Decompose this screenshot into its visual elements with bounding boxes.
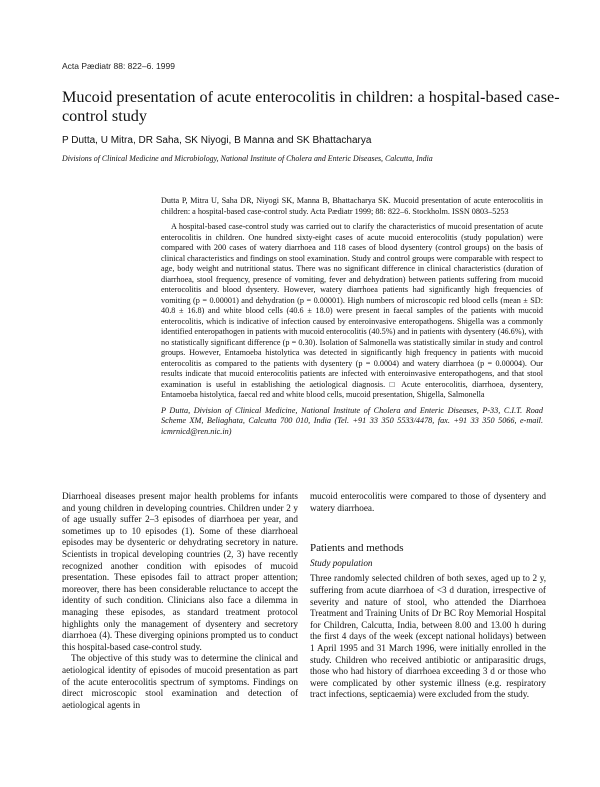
methods-paragraph-1: Three randomly selected children of both sexes, aged up to 2 y, suffering from acute diarrhoea of <3 d duration, irrespective of severity and nature of stool, who attended the Diarrhoea Treatment and Training Units of Dr BC Roy Memorial Hospital for Children, Calcutta, India, between 8.00 and 13.00 h during the first 4 days of the week (except national holidays) between 1 April 1995 and 31 March 1996, were initially enrolled in the study. Children who received antibiotic or antiparasitic drugs, those who had history of diarrhoea exceeding 3 d or those who were complicated by other systemic illness (e.g. respiratory tract infections, septicaemia) were excluded from the study.: [310, 573, 546, 700]
intro-paragraph-2: The objective of this study was to determine the clinical and aetiological identity of episodes of mucoid presentation as part of the acute enterocolitis spectrum of symptoms. Findings on direct microscopic stool examination and detection of aetiological agents in: [62, 653, 298, 710]
intro-continuation: mucoid enterocolitis were compared to those of dysentery and watery diarrhoea.: [310, 491, 546, 513]
affiliation: Divisions of Clinical Medicine and Microbiology, National Institute of Cholera and Enteric Diseases, Calcutta, India: [62, 154, 433, 163]
abstract-block: [161, 196, 543, 442]
abstract-text: A hospital-based case-control study was carried out to clarify the characteristics of mucoid presentation of acute enterocolitis in children. One hundred sixty-eight cases of acute mucoid enterocolitis (study population) were compared with 200 cases of watery diarrhoea and 118 cases of blood dysentery (control groups) on the basis of clinical characteristics and findings on stool examination. Study and control groups were comparable with respect to age, body weight and nutritional status. There was no significant difference in clinical characteristics (duration of diarrhoea, stool frequency, presence of vomiting, fever and dehydration) between patients suffering from mucoid enterocolitis and blood dysentery. However, watery diarrhoea patients had significantly high frequencies of vomiting (p = 0.00001) and dehydration (p = 0.00001). High numbers of microscopic red blood cells (mean ± SD: 40.8 ± 16.8) and white blood cells (40.6 ± 18.0) were present in faecal samples of the patients with mucoid enterocolitis, which is indicative of infection caused by enteroinvasive enteropathogens. Shigella was a commonly identified enteropathogen in patients with mucoid enterocolitis (40.5%) and in patients with dysentery (46.6%), with no statistically significant difference (p = 0.30). Isolation of Salmonella was statistically similar in study and control groups. However, Entamoeba histolytica was detected in significantly high frequency in patients with mucoid enterocolitis as compared to the patients with dysentery (p = 0.0004) and watery diarrhoea (p = 0.00004). Our results indicate that mucoid enterocolitis patients are infected with enteroinvasive enteropathogens, and that stool examination is useful in establishing the aetiological diagnosis. □ Acute enterocolitis, diarrhoea, dysentery, Entamoeba histolytica, faecal red and white blood cells, mucoid presentation, Shigella, Salmonella: [161, 222, 543, 399]
subsection-heading: Study population: [310, 557, 373, 568]
left-column: [62, 491, 298, 711]
correspondence-address: P Dutta, Division of Clinical Medicine, National Institute of Cholera and Enteric Diseases, P-33, C.I.T. Road Scheme XM, Beliaghata, Calcutta 700 010, India (Tel. +91 33 350 5533/4478, fax. +91 33 350 5066, e-mail. icmrnicd@ren.nic.in): [161, 405, 543, 436]
journal-citation-line: Acta Pædiatr 88: 822–6. 1999: [62, 61, 175, 71]
author-list: P Dutta, U Mitra, DR Saha, SK Niyogi, B Manna and SK Bhattacharya: [62, 135, 372, 146]
intro-paragraph-1: Diarrhoeal diseases present major health problems for infants and young children in developing countries. Children under 2 y of age usually suffer 2–3 episodes of diarrhoea per year, and sometimes up to 10 episodes (1). Some of these diarrhoeal episodes may be dysenteric or dehydrating secretory in nature. Scientists in tropical developing countries (2, 3) have recently recognized another condition with episodes of mucoid presentation. These episodes fail to attract proper attention; moreover, there has been considerable reluctance to accept the identity of such condition. Clinicians also face a dilemma in managing these episodes, as standard treatment protocol highlights only the management of dysentery and secretory diarrhoea (4). These diverging opinions prompted us to conduct this hospital-based case-control study.: [62, 491, 298, 652]
citation-text: Dutta P, Mitra U, Saha DR, Niyogi SK, Manna B, Bhattacharya SK. Mucoid presentation of acute enterocolitis in children: a hospital-based case-control study. Acta Pædiatr 1999; 88: 822–6. Stockholm. ISSN 0803–5253: [161, 196, 543, 216]
right-column: [310, 491, 546, 701]
article-title: Mucoid presentation of acute enterocolitis in children: a hospital-based case-control study: [62, 88, 560, 125]
section-heading: Patients and methods: [310, 542, 404, 555]
